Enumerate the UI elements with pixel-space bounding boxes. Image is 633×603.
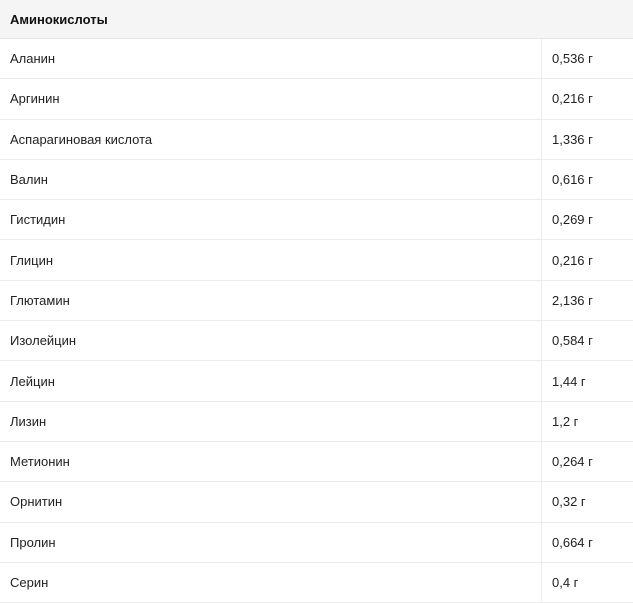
amino-acid-name: Изолейцин (0, 321, 542, 360)
table-row (0, 200, 633, 240)
amino-acid-name: Орнитин (0, 482, 542, 521)
table-row (0, 361, 633, 401)
table-row (0, 321, 633, 361)
amino-acid-value: 0,664 г (552, 534, 593, 550)
amino-acid-name: Гистидин (0, 200, 542, 239)
table-row (0, 120, 633, 160)
amino-acid-name: Пролин (0, 523, 542, 562)
amino-acid-name: Метионин (0, 442, 542, 481)
amino-acid-value: 1,2 г (552, 413, 579, 429)
amino-acid-name: Аланин (0, 39, 542, 78)
amino-acid-value: 1,336 г (552, 131, 593, 147)
amino-acid-value: 0,4 г (552, 575, 579, 590)
amino-acid-value: 0,584 г (552, 333, 593, 349)
amino-acid-name: Аргинин (0, 79, 542, 118)
amino-acid-value: 0,32 г (552, 494, 586, 510)
table-row (0, 240, 633, 280)
amino-acid-value: 0,269 г (552, 212, 593, 228)
amino-acid-name: Аспарагиновая кислота (0, 120, 542, 159)
table-row (0, 523, 633, 563)
amino-acid-name: Серин (0, 563, 542, 602)
table-row (0, 402, 633, 442)
table-row (0, 160, 633, 200)
amino-acid-value: 0,216 г (552, 91, 593, 107)
amino-acid-value: 1,44 г (552, 373, 586, 389)
amino-acid-value: 0,216 г (552, 252, 593, 268)
amino-acid-name: Лейцин (0, 361, 542, 400)
amino-acid-name: Глицин (0, 240, 542, 279)
table-row (0, 482, 633, 522)
amino-acid-value: 0,264 г (552, 454, 593, 470)
amino-acid-value: 2,136 г (552, 292, 593, 308)
table-row (0, 442, 633, 482)
amino-acid-name: Лизин (0, 402, 542, 441)
table-title: Аминокислоты (10, 11, 108, 27)
table-header (0, 0, 633, 39)
table-row (0, 281, 633, 321)
amino-acid-value: 0,536 г (552, 51, 593, 67)
amino-acid-name: Глютамин (0, 281, 542, 320)
table-row (0, 563, 633, 603)
amino-acid-name: Валин (0, 160, 542, 199)
table-row (0, 79, 633, 119)
amino-acid-value: 0,616 г (552, 172, 593, 188)
table-row (0, 39, 633, 79)
